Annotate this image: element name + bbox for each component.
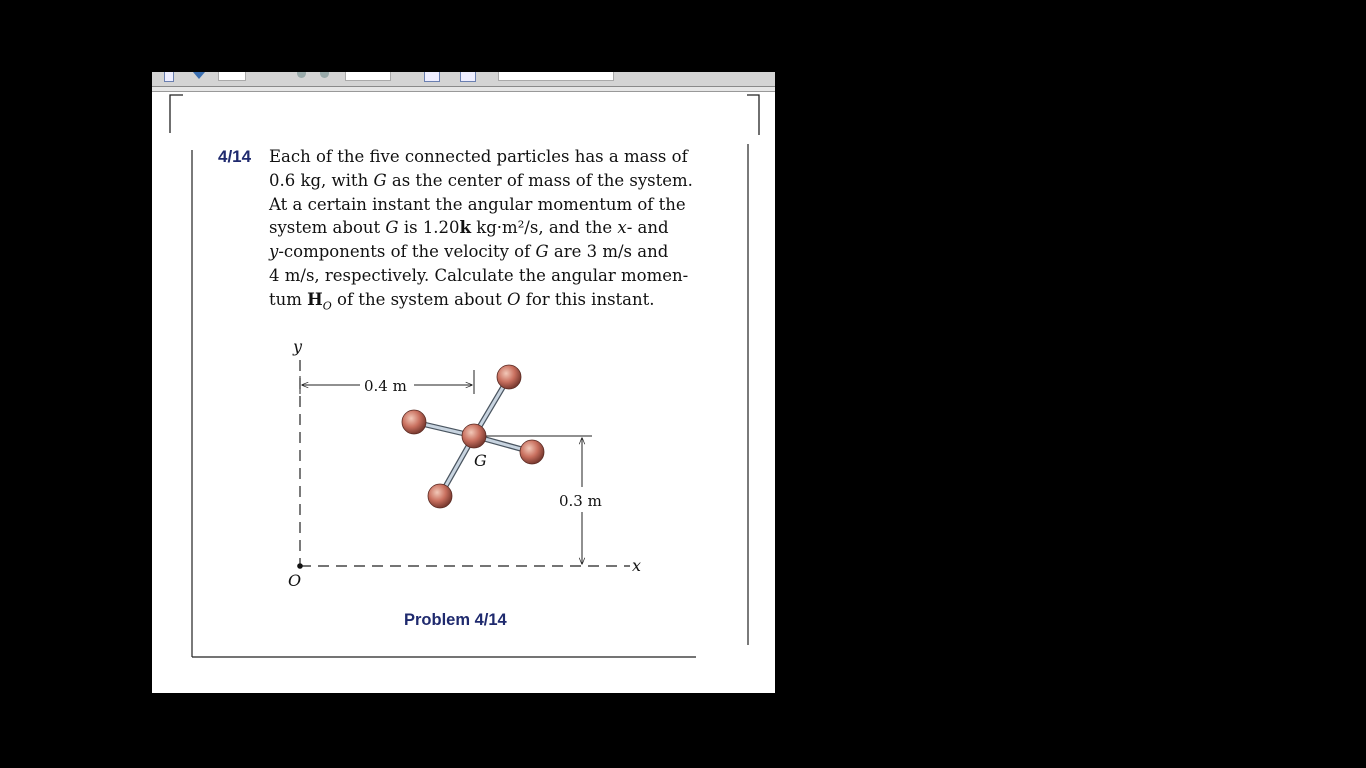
vertical-dimension-label: 0.3 m: [559, 492, 602, 510]
download-icon[interactable]: [460, 72, 476, 82]
problem-line: At a certain instant the angular momentum of the: [269, 194, 686, 214]
search-input[interactable]: [498, 72, 614, 81]
page-icon[interactable]: [164, 72, 174, 82]
problem-number: 4/14: [218, 147, 252, 166]
particle-right: [520, 440, 544, 464]
problem-line: 4 m/s, respectively. Calculate the angular momen-: [269, 265, 689, 285]
y-axis-label: y: [293, 337, 303, 356]
zoom-in-icon[interactable]: [320, 72, 329, 78]
particle-top: [497, 365, 521, 389]
origin-label: O: [288, 571, 302, 590]
origin-point: [297, 563, 303, 569]
problem-figure: [152, 92, 775, 693]
problem-line: 0.6 kg, with G as the center of mass of the system.: [269, 170, 693, 190]
zoom-out-icon[interactable]: [297, 72, 306, 78]
page-number-input[interactable]: [218, 72, 246, 81]
figure-caption: Problem 4/14: [404, 611, 507, 629]
horizontal-dimension-label: 0.4 m: [364, 377, 407, 395]
particle-center-g: [462, 424, 486, 448]
particle-bottom: [428, 484, 452, 508]
zoom-input[interactable]: [345, 72, 391, 81]
x-axis-label: x: [632, 556, 642, 575]
problem-line: y-components of the velocity of G are 3 m/s and: [269, 242, 669, 262]
fit-page-icon[interactable]: [424, 72, 440, 82]
problem-line: tum $H_O$ of the system about O for this instant.: [269, 289, 655, 313]
viewer-toolbar: [152, 72, 775, 87]
problem-line: Each of the five connected particles has a mass of: [269, 147, 688, 166]
problem-line: system about G is 1.20k kg·m²/s, and the x- and: [269, 218, 669, 238]
center-of-mass-label: G: [474, 451, 487, 470]
particle-left: [402, 410, 426, 434]
down-arrow-icon[interactable]: [193, 72, 205, 79]
document-page: [152, 92, 775, 693]
